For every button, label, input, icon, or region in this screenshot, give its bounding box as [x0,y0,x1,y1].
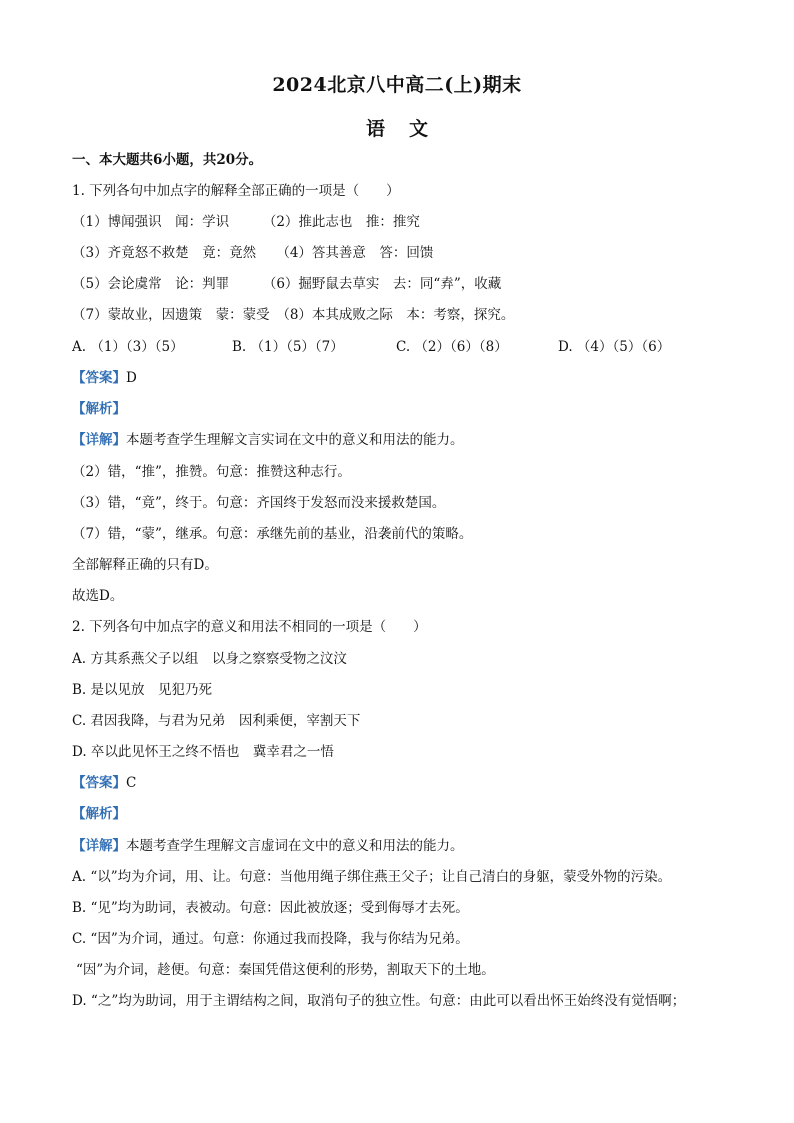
q2-analysis [72,805,126,823]
q1-explain-line: （7）错，“蒙”，继承。句意：承继先前的基业，沿袭前代的策略。 [72,526,473,542]
q1-stem: 1. 下列各句中加点字的解释全部正确的一项是（ ） [72,183,400,199]
analysis-tag: 【解析】 [72,806,126,822]
q1-line: （3）齐竟怒不救楚 竟：竟然 （4）答其善意 答：回馈 [72,245,434,261]
analysis-tag: 【解析】 [72,401,126,417]
answer-tag: 【答案】 [72,370,126,386]
answer-value: D [126,370,137,386]
q2-explain-line: A. “以”均为介词，用、让。句意：当他用绳子绑住燕王父子；让自己清白的身躯，蒙受外物的污染。 [72,869,672,885]
section-heading: 一、本大题共6小题，共20分。 [72,152,263,168]
q2-option-c: C. 君因我降，与君为兄弟 因利乘便，宰割天下 [72,713,361,729]
q2-explain-line: B. “见”均为助词，表被动。句意：因此被放逐；受到侮辱才去死。 [72,900,469,916]
q1-option-a: A. （1）（3）（5） [72,339,184,355]
detail-text: 本题考查学生理解文言实词在文中的意义和用法的能力。 [126,432,464,448]
q1-option-d: D. （4）（5）（6） [558,339,671,355]
q1-explain-line: （2）错，“推”，推赞。句意：推赞这种志行。 [72,464,351,480]
answer-value: C [126,775,137,791]
q1-explain-line: （3）错，“竟”，终于。句意：齐国终于发怒而没来援救楚国。 [72,495,446,511]
q2-option-d: D. 卒以此见怀王之终不悟也 冀幸君之一悟 [72,744,334,760]
answer-tag: 【答案】 [72,775,126,791]
detail-text: 本题考查学生理解文言虚词在文中的意义和用法的能力。 [126,838,464,854]
q2-stem: 2. 下列各句中加点字的意义和用法不相同的一项是（ ） [72,619,427,635]
subject-title: 语文 [365,118,452,140]
q2-option-b: B. 是以见放 见犯乃死 [72,682,213,698]
q2-option-a: A. 方其系燕父子以组 以身之察察受物之汶汶 [72,651,347,667]
q1-explain-line: 全部解释正确的只有D。 [72,557,218,573]
q2-detail [72,837,464,855]
q2-explain-line: D. “之”均为助词，用于主谓结构之间，取消句子的独立性。句意：由此可以看出怀王始终没有觉悟啊； [72,993,686,1009]
q2-answer [72,774,136,792]
q2-explain-line: C. “因”为介词，通过。句意：你通过我而投降，我与你结为兄弟。 [72,931,469,947]
q1-analysis [72,400,126,418]
q1-line: （7）蒙故业，因遗策 蒙：蒙受 （8）本其成败之际 本：考察，探究。 [72,307,515,323]
q1-detail [72,431,464,449]
q1-explain-line: 故选D。 [72,588,124,604]
q2-explain-line: “因”为介词，趁便。句意：秦国凭借这便利的形势，割取天下的土地。 [76,962,495,978]
q1-option-c: C. （2）（6）（8） [396,339,508,355]
detail-tag: 【详解】 [72,838,126,854]
q1-answer [72,369,137,387]
detail-tag: 【详解】 [72,432,126,448]
q1-option-b: B. （1）（5）（7） [232,339,344,355]
document-title: 2024北京八中高二(上)期末 [272,74,522,96]
q1-line: （1）博闻强识 闻：学识 （2）推此志也 推：推究 [72,214,420,230]
q1-line: （5）会论虞常 论：判罪 （6）掘野鼠去草实 去：同“弆”，收藏 [72,276,502,292]
